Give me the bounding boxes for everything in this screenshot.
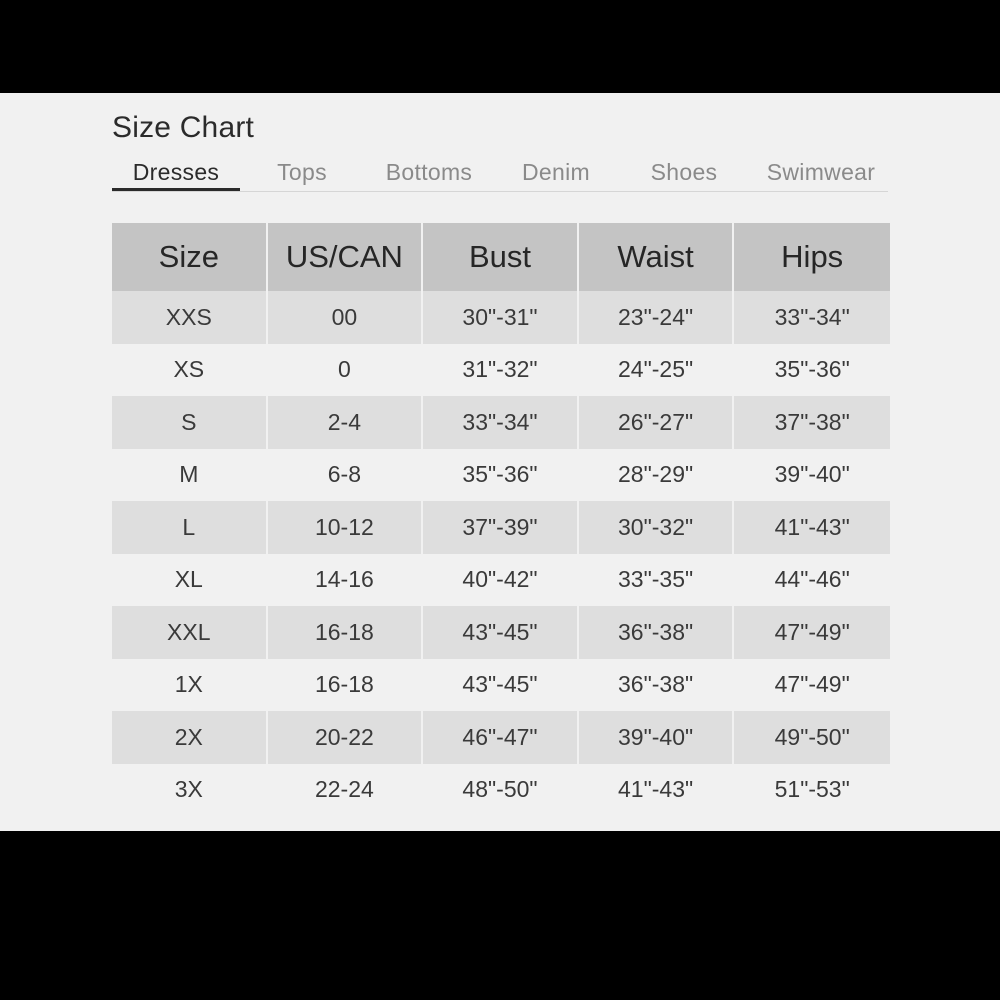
header-size: Size: [112, 223, 268, 291]
cell-waist: 33"-35": [579, 554, 735, 607]
header-bust: Bust: [423, 223, 579, 291]
header-hips: Hips: [734, 223, 890, 291]
cell-hips: 37"-38": [734, 396, 890, 449]
cell-us-can: 22-24: [268, 764, 424, 817]
cell-hips: 47"-49": [734, 606, 890, 659]
cell-us-can: 6-8: [268, 449, 424, 502]
header-us-can: US/CAN: [268, 223, 424, 291]
cell-bust: 30"-31": [423, 291, 579, 344]
cell-hips: 39"-40": [734, 449, 890, 502]
cell-waist: 26"-27": [579, 396, 735, 449]
cell-waist: 30"-32": [579, 501, 735, 554]
size-table: [112, 223, 890, 816]
cell-size: XXS: [112, 291, 268, 344]
cell-bust: 40"-42": [423, 554, 579, 607]
cell-us-can: 20-22: [268, 711, 424, 764]
table-row: [112, 711, 890, 764]
cell-hips: 49"-50": [734, 711, 890, 764]
cell-waist: 41"-43": [579, 764, 735, 817]
cell-hips: 51"-53": [734, 764, 890, 817]
cell-us-can: 2-4: [268, 396, 424, 449]
table-header-row: [112, 223, 890, 291]
cell-size: M: [112, 449, 268, 502]
cell-hips: 47"-49": [734, 659, 890, 712]
cell-bust: 48"-50": [423, 764, 579, 817]
cell-size: L: [112, 501, 268, 554]
cell-bust: 31"-32": [423, 344, 579, 397]
tab-denim[interactable]: Denim: [522, 159, 590, 185]
tab-tops[interactable]: Tops: [277, 159, 327, 185]
table-row: [112, 291, 890, 344]
table-row: [112, 764, 890, 817]
page-title: Size Chart: [112, 111, 255, 144]
cell-waist: 28"-29": [579, 449, 735, 502]
cell-waist: 23"-24": [579, 291, 735, 344]
cell-hips: 41"-43": [734, 501, 890, 554]
cell-waist: 36"-38": [579, 659, 735, 712]
table-row: [112, 606, 890, 659]
size-chart-panel: [0, 93, 1000, 831]
cell-waist: 39"-40": [579, 711, 735, 764]
cell-hips: 44"-46": [734, 554, 890, 607]
cell-size: 3X: [112, 764, 268, 817]
table-row: [112, 501, 890, 554]
cell-waist: 24"-25": [579, 344, 735, 397]
cell-bust: 43"-45": [423, 606, 579, 659]
header-waist: Waist: [579, 223, 735, 291]
table-row: [112, 659, 890, 712]
cell-us-can: 00: [268, 291, 424, 344]
tab-shoes[interactable]: Shoes: [650, 159, 718, 185]
cell-bust: 37"-39": [423, 501, 579, 554]
cell-size: 1X: [112, 659, 268, 712]
cell-us-can: 0: [268, 344, 424, 397]
table-row: [112, 554, 890, 607]
table-row: [112, 344, 890, 397]
cell-hips: 35"-36": [734, 344, 890, 397]
table-row: [112, 396, 890, 449]
tab-bottoms[interactable]: Bottoms: [385, 159, 473, 185]
cell-size: 2X: [112, 711, 268, 764]
cell-size: XXL: [112, 606, 268, 659]
cell-bust: 43"-45": [423, 659, 579, 712]
category-tabs: [112, 153, 888, 192]
cell-us-can: 16-18: [268, 606, 424, 659]
cell-hips: 33"-34": [734, 291, 890, 344]
cell-bust: 35"-36": [423, 449, 579, 502]
cell-waist: 36"-38": [579, 606, 735, 659]
cell-size: S: [112, 396, 268, 449]
cell-bust: 33"-34": [423, 396, 579, 449]
tab-swimwear[interactable]: Swimwear: [766, 159, 876, 185]
table-body: [112, 291, 890, 816]
cell-size: XS: [112, 344, 268, 397]
cell-us-can: 10-12: [268, 501, 424, 554]
cell-us-can: 14-16: [268, 554, 424, 607]
tab-dresses[interactable]: Dresses: [112, 153, 240, 191]
cell-size: XL: [112, 554, 268, 607]
table-row: [112, 449, 890, 502]
cell-us-can: 16-18: [268, 659, 424, 712]
cell-bust: 46"-47": [423, 711, 579, 764]
